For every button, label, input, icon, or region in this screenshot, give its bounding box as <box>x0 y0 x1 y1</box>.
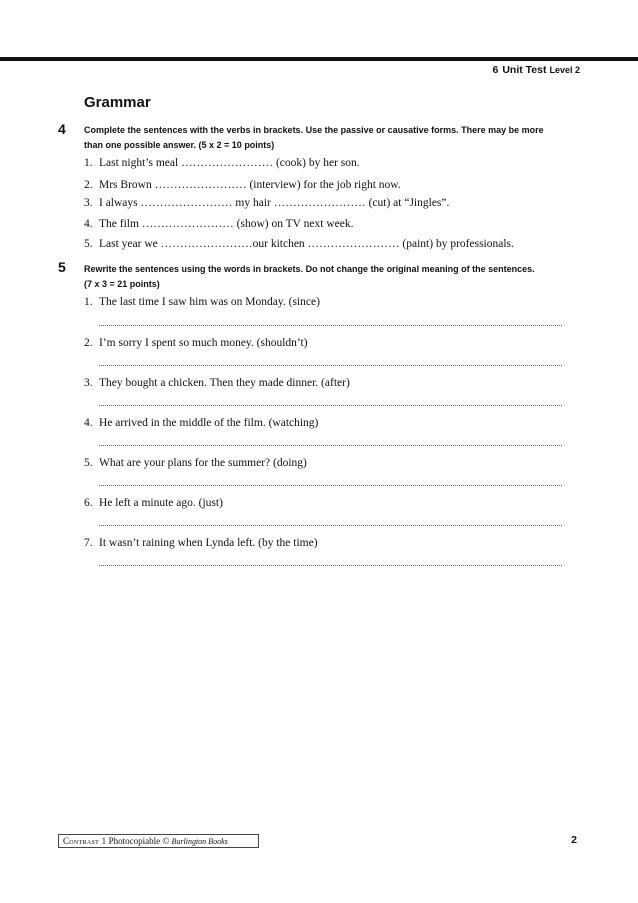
answer-line[interactable] <box>99 525 562 526</box>
top-rule <box>0 57 638 61</box>
exercise-5-item: 2. I’m sorry I spent so much money. (shouldn’t) <box>84 337 308 349</box>
exercise-4-item: 5. Last year we ……………………our kitchen …………………… (paint) by professionals. <box>84 238 514 250</box>
answer-line[interactable] <box>99 565 562 566</box>
footer-publisher: Burlington Books <box>171 837 228 846</box>
footer-label: Photocopiable © <box>108 836 170 846</box>
section-title: Grammar <box>84 94 151 111</box>
exercise-5-item: 5. What are your plans for the summer? (doing) <box>84 457 307 469</box>
exercise-5-instruction <box>84 262 584 292</box>
footer-copyright <box>58 834 259 848</box>
exercise-4-item: 4. The film …………………… (show) on TV next week. <box>84 218 354 230</box>
exercise-5-item: 6. He left a minute ago. (just) <box>84 497 223 509</box>
exercise-5-number: 5 <box>58 259 66 275</box>
exercise-4-instruction <box>84 123 584 153</box>
exercise-4-number: 4 <box>58 121 66 137</box>
answer-line[interactable] <box>99 325 562 326</box>
exercise-5-instruction-line-1: Rewrite the sentences using the words in brackets. Do not change the original meaning of the sentences. <box>84 264 535 274</box>
exercise-5-item: 4. He arrived in the middle of the film. (watching) <box>84 417 319 429</box>
exercise-4-item: 2. Mrs Brown …………………… (interview) for the job right now. <box>84 179 401 191</box>
exercise-4-item: 3. I always …………………… my hair …………………… (cut) at “Jingles”. <box>84 197 450 209</box>
unit-number: 6 <box>492 64 499 76</box>
unit-level: Level 2 <box>549 65 580 75</box>
unit-header <box>492 64 580 76</box>
exercise-4-instruction-line-2: than one possible answer. (5 x 2 = 10 points) <box>84 140 275 150</box>
exercise-5-item: 3. They bought a chicken. Then they made dinner. (after) <box>84 377 350 389</box>
exercise-4-item: 1. Last night’s meal …………………… (cook) by her son. <box>84 157 360 169</box>
footer-brand: Contrast 1 <box>63 836 107 846</box>
exercise-5-item: 1. The last time I saw him was on Monday. (since) <box>84 296 320 308</box>
exercise-4-instruction-line-1: Complete the sentences with the verbs in brackets. Use the passive or causative forms. There may be more <box>84 125 544 135</box>
answer-line[interactable] <box>99 405 562 406</box>
answer-line[interactable] <box>99 365 562 366</box>
exercise-5-instruction-line-2: (7 x 3 = 21 points) <box>84 279 160 289</box>
answer-line[interactable] <box>99 445 562 446</box>
exercise-5-item: 7. It wasn’t raining when Lynda left. (by the time) <box>84 537 318 549</box>
unit-label: Unit Test <box>502 64 547 76</box>
page-number: 2 <box>571 834 577 846</box>
answer-line[interactable] <box>99 485 562 486</box>
